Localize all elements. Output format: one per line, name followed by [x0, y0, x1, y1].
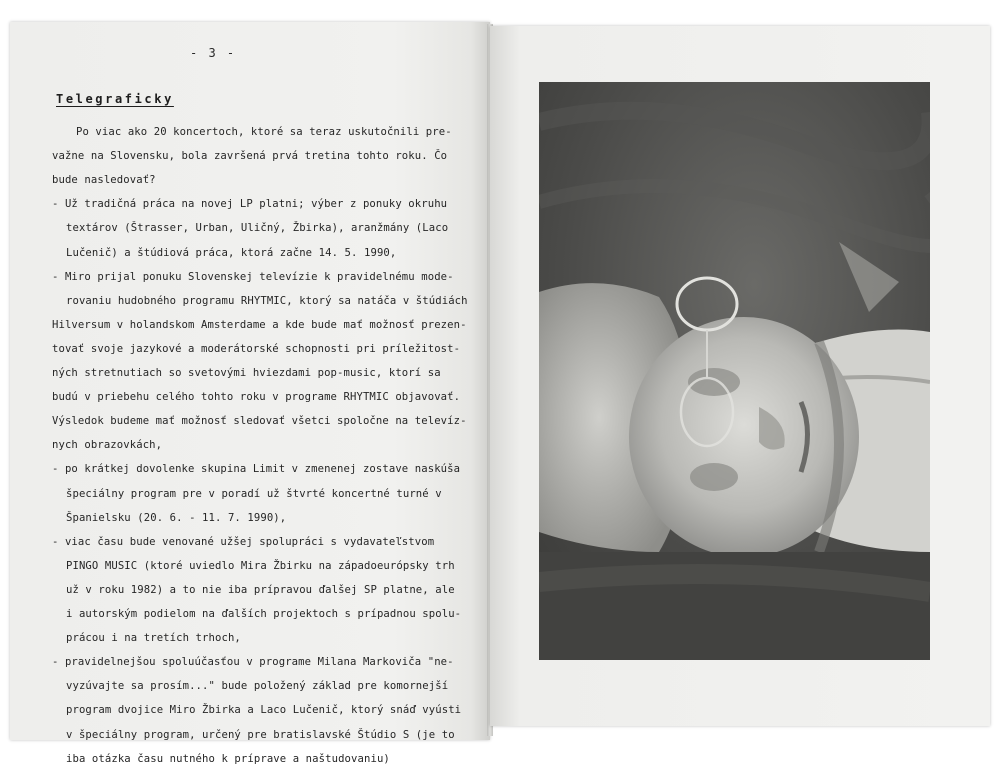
- text-line: - Už tradičná práca na novej LP platni; výber z ponuky okruhu: [52, 198, 448, 211]
- text-line: i autorským podielom na ďalších projektoch s prípadnou spolu-: [66, 608, 462, 620]
- person-portrait-icon: [539, 82, 930, 660]
- text-line: - pravidelnejšou spoluúčasťou v programe Milana Markoviča "ne-: [52, 656, 454, 669]
- text-line: textárov (Štrasser, Urban, Uličný, Žbirka), aranžmány (Laco: [66, 222, 449, 235]
- text-line: špeciálny program pre v poradí už štvrté koncertné turné v: [66, 487, 442, 500]
- text-line: - viac času bude venované užšej spolupráci s vydavateľstvom: [52, 535, 435, 548]
- text-line: Španielsku (20. 6. - 11. 7. 1990),: [66, 511, 287, 524]
- text-line: už v roku 1982) a to nie iba prípravou ďalšej SP platne, ale: [66, 583, 455, 596]
- text-line: bude nasledovať?: [52, 174, 156, 187]
- text-line: važne na Slovensku, bola završená prvá tretina tohto roku. Čo: [52, 150, 448, 163]
- text-line: iba otázka času nutného k príprave a naštudovaniu): [66, 752, 390, 765]
- text-line: nych obrazovkách,: [52, 439, 163, 452]
- right-page: [490, 26, 990, 726]
- text-line: Hilversum v holandskom Amsterdame a kde bude mať možnosť prezen-: [52, 318, 467, 331]
- text-line: Lučenič) a štúdiová práca, ktorá začne 14. 5. 1990,: [66, 246, 397, 259]
- text-line: vyzúvajte sa prosím..." bude položený základ pre komornejší: [66, 680, 449, 693]
- text-line: ných stretnutiach so svetovými hviezdami pop-music, ktorí sa: [52, 367, 441, 379]
- text-line: budú v priebehu celého tohto roku v programe RHYTMIC objavovať.: [52, 391, 461, 404]
- text-line: - Miro prijal ponuku Slovenskej televízie k pravidelnému mode-: [52, 270, 454, 283]
- text-line: rovaniu hudobného programu RHYTMIC, ktorý sa natáča v štúdiách: [66, 294, 468, 307]
- text-line: Výsledok budeme mať možnosť sledovať všetci spoločne na televíz-: [52, 415, 467, 428]
- page-number: - 3 -: [190, 46, 237, 60]
- text-line: PINGO MUSIC (ktoré uviedlo Mira Žbirku na západoeurópsky trh: [66, 559, 455, 572]
- text-line: - po krátkej dovolenke skupina Limit v zmenenej zostave naskúša: [52, 463, 461, 476]
- text-line: program dvojice Miro Žbirka a Laco Lučenič, ktorý snáď vyústi: [66, 704, 462, 717]
- page-heading: Telegraficky: [56, 92, 174, 106]
- left-page: [10, 22, 490, 765]
- portrait-photo: [539, 82, 930, 660]
- text-line: Po viac ako 20 koncertoch, ktoré sa teraz uskutočnili pre-: [76, 126, 452, 138]
- text-line: v špeciálny program, určený pre bratislavské Štúdio S (je to: [66, 728, 455, 741]
- text-line: tovať svoje jazykové a moderátorské schopnosti pri príležitost-: [52, 342, 461, 355]
- text-line: prácou i na tretích trhoch,: [66, 632, 241, 645]
